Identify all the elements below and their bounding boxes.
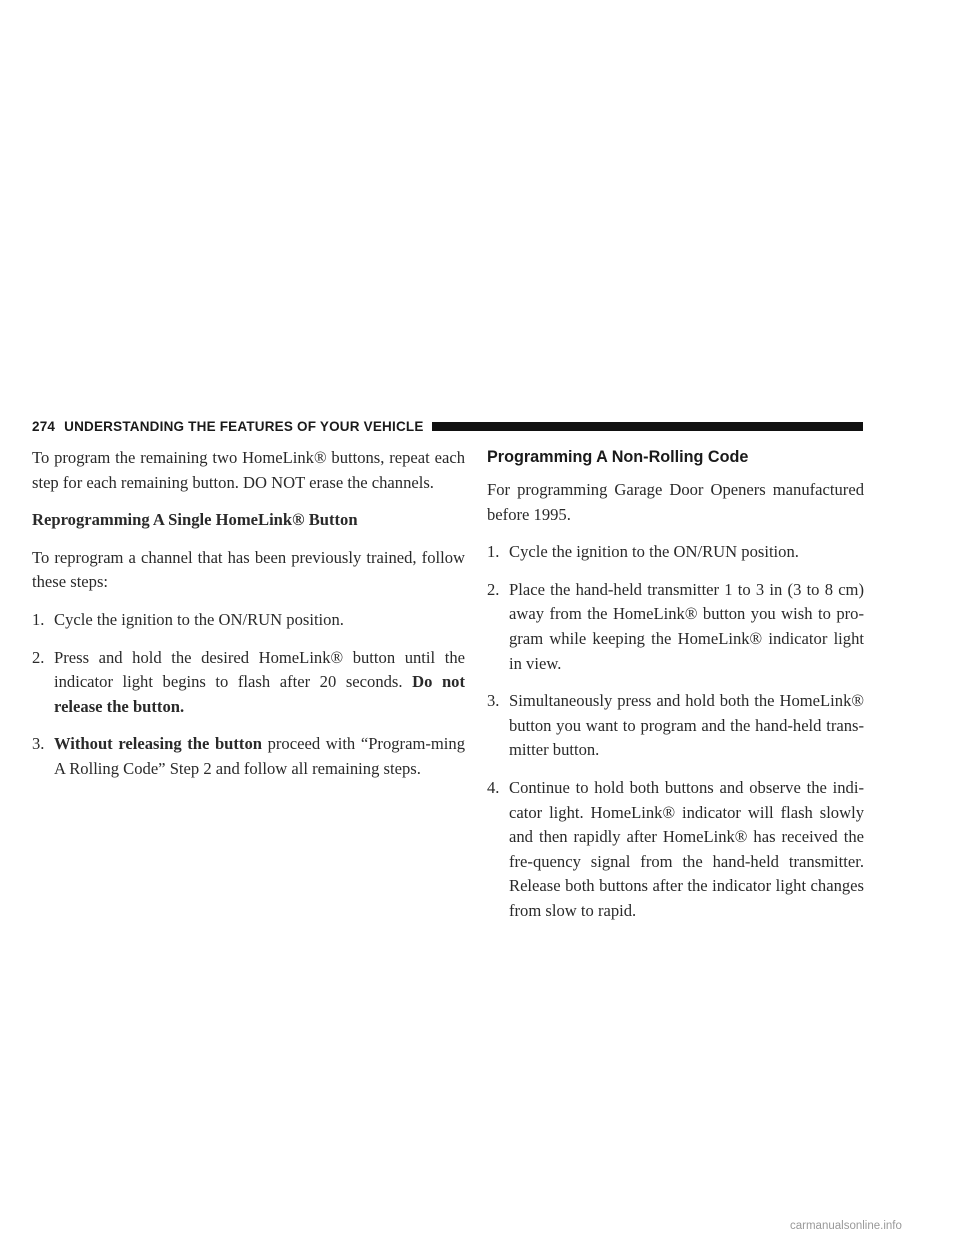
section-title: UNDERSTANDING THE FEATURES OF YOUR VEHICLE [64, 418, 424, 434]
step-label: 1. [32, 609, 45, 629]
watermark: carmanualsonline.info [790, 1220, 902, 1232]
step-text: Cycle the ignition to the ON/RUN position. [509, 542, 799, 562]
step-text: Cycle the ignition to the ON/RUN position. [54, 609, 344, 629]
step-label: 3. [32, 734, 45, 754]
step-label: 2. [487, 579, 500, 599]
right-column [487, 446, 864, 937]
page-header [32, 416, 863, 436]
step-text: Simultaneously press and hold both the HomeLink® button you want to program and the hand-held trans-mitter button. [509, 691, 864, 760]
step-label: 3. [487, 691, 500, 711]
right-step-3 [487, 689, 864, 763]
step-text: Place the hand-held transmitter 1 to 3 in (3 to 8 cm) away from the HomeLink® button you wish to pro-gram while keeping the HomeLink® indicator light in view. [509, 579, 864, 673]
left-step-1 [32, 608, 465, 633]
reprogram-heading: Reprogramming A Single HomeLink® Button [32, 510, 358, 530]
reprogram-lead: To reprogram a channel that has been previously trained, follow these steps: [32, 547, 465, 592]
right-step-1 [487, 540, 864, 565]
step-emphasis: Without releasing the button [54, 734, 262, 754]
right-step-4 [487, 776, 864, 924]
non-rolling-lead: For programming Garage Door Openers manufactured before 1995. [487, 480, 864, 524]
left-step-2 [32, 646, 465, 720]
step-text: Continue to hold both buttons and observe the indi-cator light. HomeLink® indicator will flash slowly and then rapidly after HomeLink® has received the fre-quency signal from the hand-held transmitter. Release both buttons after the indicator light changes from slow to rapid. [509, 777, 864, 920]
step-label: 1. [487, 542, 500, 562]
intro-paragraph: To program the remaining two HomeLink® buttons, repeat each step for each remaining button. DO NOT erase the channels. [32, 448, 465, 492]
page-number: 274 [32, 418, 56, 434]
step-text: Press and hold the desired HomeLink® button until the indicator light begins to flash after 20 seconds. [54, 647, 465, 692]
step-label: 2. [32, 647, 45, 667]
step-warning: Do not release the button. [54, 672, 465, 716]
left-step-3 [32, 732, 465, 781]
non-rolling-heading: Programming A Non-Rolling Code [487, 448, 749, 466]
step-text: proceed with “Program-ming A Rolling Code” Step 2 and follow all remaining steps. [54, 734, 465, 778]
step-label: 4. [487, 777, 500, 797]
header-rule [432, 422, 863, 431]
left-column [32, 446, 465, 795]
right-step-2 [487, 578, 864, 676]
